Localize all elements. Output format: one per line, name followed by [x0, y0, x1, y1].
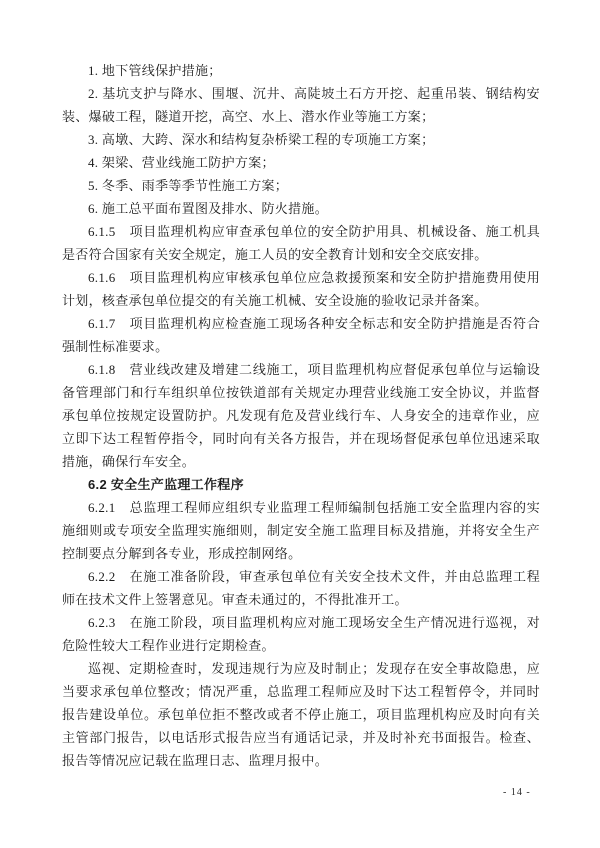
clause-6-2-2: 6.2.2 在施工准备阶段，审查承包单位有关安全技术文件，并由总监理工程师在技术文件上签署意见。审查未通过的，不得批准开工。: [62, 569, 540, 607]
list-item-6: 6. 施工总平面布置图及排水、防火措施。: [88, 201, 329, 216]
clause-6-2-1: 6.2.1 总监理工程师应组织专业监理工程师编制包括施工安全监理内容的实施细则或专项安全监理实施细则，制定安全施工监理目标及措施，并将安全生产控制要点分解到各专业，形成控制网络。: [62, 500, 540, 561]
list-item-4: 4. 架梁、营业线施工防护方案；: [88, 155, 275, 170]
clause-6-1-8: 6.1.8 营业线改建及增建二线施工，项目监理机构应督促承包单位与运输设备管理部门和行车组织单位按铁道部有关规定办理营业线施工安全协议，并监督承包单位按规定设置防护。凡发现有危及营业线行车、人身安全的违章作业，应立即下达工程暂停指令，同时向有关各方报告，并在现场督促承包单位迅速采取措施，确保行车安全。: [62, 362, 540, 469]
clause-6-1-5: 6.1.5 项目监理机构应审查承包单位的安全防护用具、机械设备、施工机具是否符合国家有关安全规定，施工人员的安全教育计划和安全交底安排。: [62, 224, 540, 262]
clause-6-1-6: 6.1.6 项目监理机构应审核承包单位应急救援预案和安全防护措施费用使用计划，核查承包单位提交的有关施工机械、安全设施的验收记录并备案。: [62, 270, 540, 308]
list-item-5: 5. 冬季、雨季等季节性施工方案；: [88, 178, 289, 193]
clause-6-2-3: 6.2.3 在施工阶段，项目监理机构应对施工现场安全生产情况进行巡视，对危险性较大工程作业进行定期检查。: [62, 615, 540, 653]
clause-6-1-7: 6.1.7 项目监理机构应检查施工现场各种安全标志和安全防护措施是否符合强制性标准要求。: [62, 316, 540, 354]
list-item-3: 3. 高墩、大跨、深水和结构复杂桥梁工程的专项施工方案；: [88, 132, 435, 147]
list-item-2: 2. 基坑支护与降水、围堰、沉井、高陡坡土石方开挖、起重吊装、钢结构安装、爆破工程，隧道开挖，高空、水上、潜水作业等施工方案；: [62, 86, 540, 124]
section-heading-6-2: 6.2 安全生产监理工作程序: [88, 477, 244, 492]
paragraph-inspection-reporting: 巡视、定期检查时，发现违规行为应及时制止；发现存在安全事故隐患，应当要求承包单位整改；情况严重，总监理工程师应及时下达工程暂停令，并同时报告建设单位。承包单位拒不整改或者不停止施工，项目监理机构应及时向有关主管部门报告，以电话形式报告应当有通话记录，并及时补充书面报告。检查、报告等情况应记载在监理日志、监理月报中。: [62, 661, 540, 768]
list-item-1: 1. 地下管线保护措施；: [88, 63, 222, 78]
document-body: [62, 59, 540, 772]
page-number: - 14 -: [503, 787, 531, 798]
